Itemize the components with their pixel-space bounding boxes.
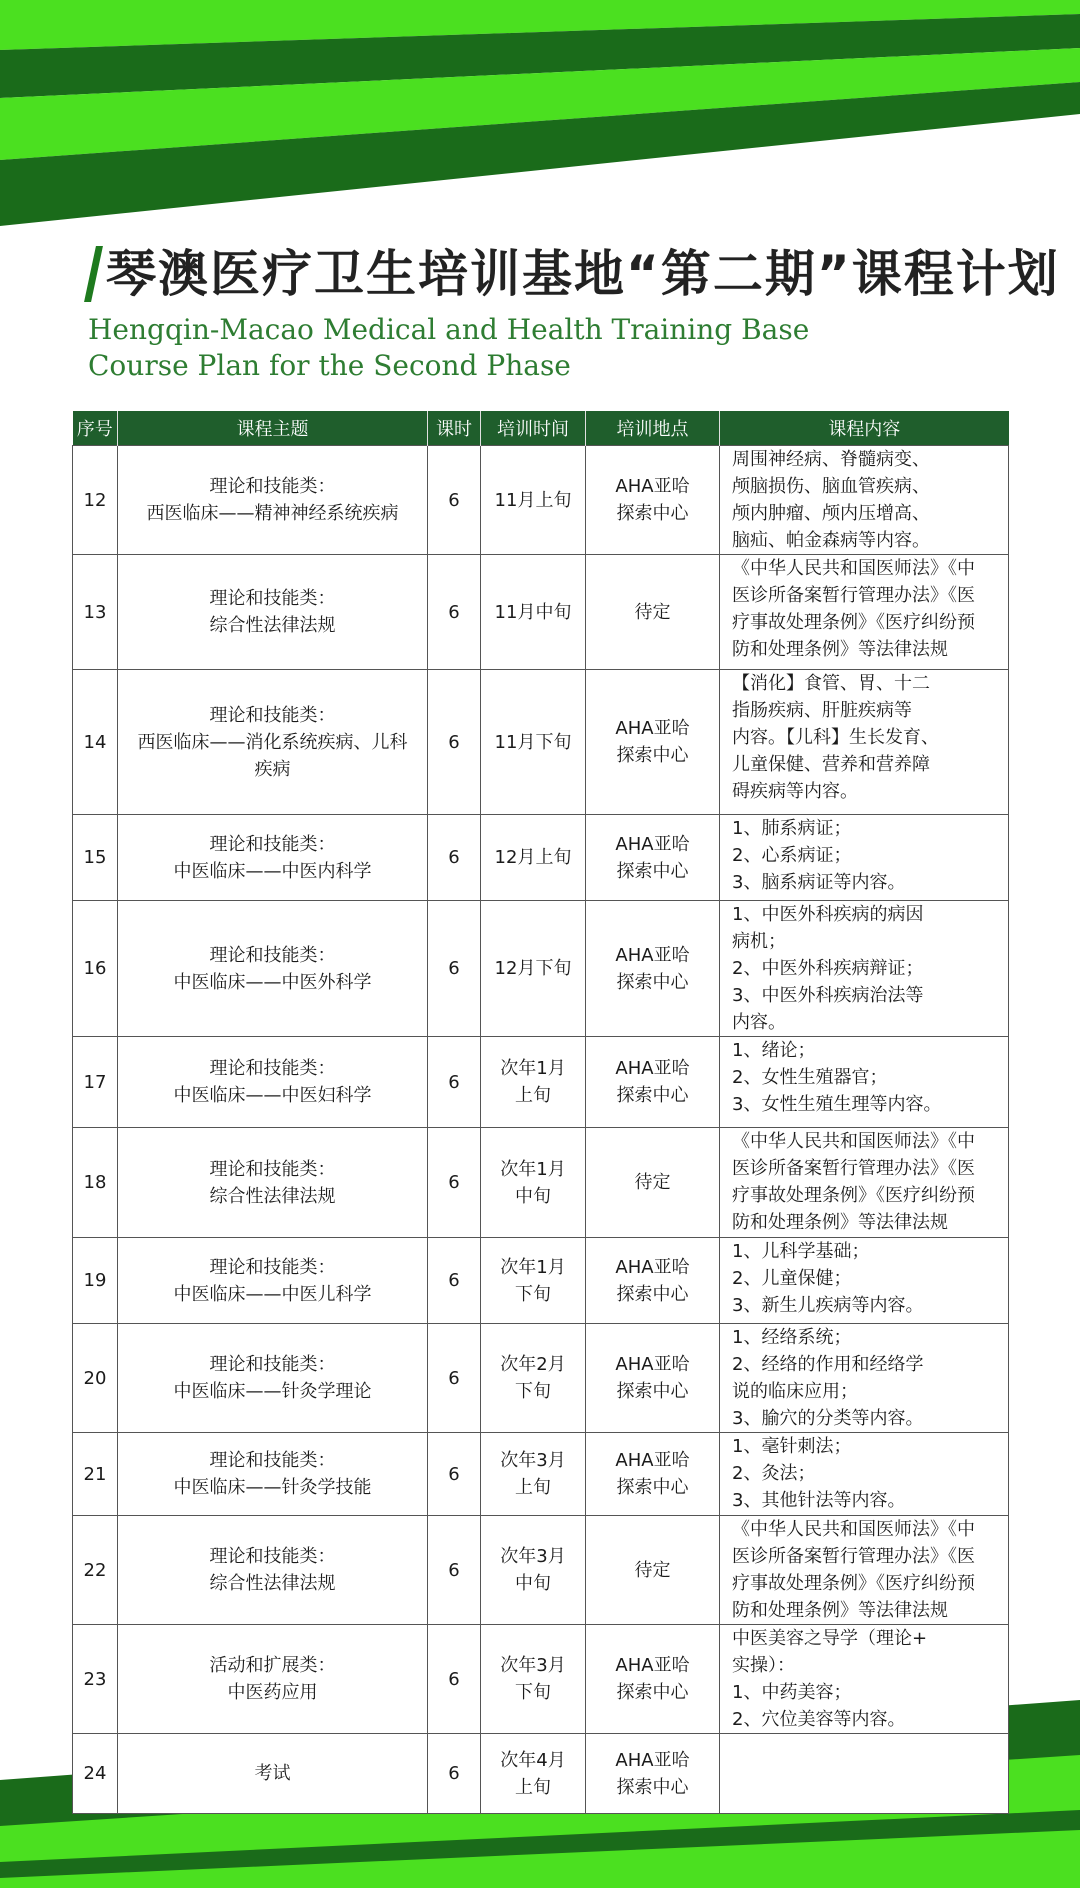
cell-time: [481, 1037, 586, 1128]
cell-topic: [118, 670, 428, 815]
content-line: 3、中医外科疾病治法等: [732, 985, 924, 1006]
table-row: [73, 901, 1009, 1037]
cell-topic: [118, 555, 428, 670]
location-line: AHA亚哈: [615, 718, 690, 739]
content-line: 中医美容之导学（理论+: [732, 1628, 928, 1649]
content-line: 2、灸法；: [732, 1463, 816, 1484]
cell-topic: [118, 446, 428, 555]
cell-location: [586, 815, 720, 901]
content-line: 疗事故处理条例》《医疗纠纷预: [732, 1573, 975, 1594]
title-english: [88, 312, 1048, 384]
topic-line: 理论和技能类：: [209, 1058, 336, 1079]
table-row: [73, 1238, 1009, 1324]
time-line: 次年3月: [500, 1655, 566, 1676]
content-line: 2、经络的作用和经络学: [732, 1354, 924, 1375]
topic-line: 中医临床——中医儿科学: [173, 1283, 372, 1305]
cell-hours: 6: [428, 1516, 481, 1625]
content-line: 3、新生儿疾病等内容。: [732, 1295, 924, 1316]
location-line: 探索中心: [616, 745, 689, 766]
cell-topic: [118, 1625, 428, 1734]
time-line: 12月下旬: [494, 958, 572, 979]
cell-time: [481, 1734, 586, 1814]
content-line: 1、绪论；: [732, 1040, 816, 1061]
cell-no: 12: [73, 446, 118, 555]
cell-content: [720, 1734, 1009, 1814]
cell-no: 23: [73, 1625, 118, 1734]
cell-content: [720, 1516, 1009, 1625]
topic-line: 理论和技能类：: [209, 1546, 336, 1567]
content-line: 《中华人民共和国医师法》《中: [732, 558, 975, 579]
cell-location: [586, 1128, 720, 1238]
header-no: 序号: [73, 411, 118, 446]
time-line: 次年4月: [500, 1749, 566, 1771]
table-row: [73, 815, 1009, 901]
content-line: 2、中医外科疾病辩证；: [732, 958, 924, 979]
location-line: AHA亚哈: [615, 833, 690, 855]
header-hours: 课时: [428, 411, 481, 446]
location-line: 探索中心: [616, 1283, 689, 1305]
cell-content: [720, 446, 1009, 555]
cell-topic: [118, 1734, 428, 1814]
table-row: [73, 1734, 1009, 1814]
time-line: 下旬: [515, 1381, 551, 1402]
cell-hours: 6: [428, 901, 481, 1037]
content-line: 医诊所备案暂行管理办法》《医: [732, 1546, 975, 1567]
cell-time: [481, 1625, 586, 1734]
location-line: AHA亚哈: [615, 1354, 690, 1375]
cell-no: 14: [73, 670, 118, 815]
cell-location: [586, 1625, 720, 1734]
cell-time: [481, 555, 586, 670]
topic-line: 中医药应用: [227, 1682, 318, 1703]
cell-no: 17: [73, 1037, 118, 1128]
content-line: 1、肺系病证；: [732, 818, 852, 839]
time-line: 次年3月: [500, 1546, 566, 1567]
cell-time: [481, 1516, 586, 1625]
cell-location: [586, 555, 720, 670]
table-row: [73, 1433, 1009, 1516]
cell-topic: [118, 1324, 428, 1433]
cell-content: [720, 815, 1009, 901]
content-line: 实操）：: [732, 1655, 795, 1676]
cell-hours: 6: [428, 815, 481, 901]
time-line: 11月中旬: [494, 601, 572, 623]
location-line: 探索中心: [616, 971, 689, 993]
location-line: AHA亚哈: [615, 1058, 690, 1079]
cell-content: [720, 1037, 1009, 1128]
title-english-line-2: Course Plan for the Second Phase: [88, 349, 571, 382]
location-line: 探索中心: [616, 1776, 689, 1798]
topic-line: 理论和技能类：: [209, 1158, 336, 1180]
topic-line: 理论和技能类：: [209, 944, 336, 966]
cell-location: [586, 1516, 720, 1625]
content-line: 颅内肿瘤、颅内压增高、: [732, 503, 930, 524]
content-line: 医诊所备案暂行管理办法》《医: [732, 585, 975, 606]
topic-line: 理论和技能类：: [209, 704, 336, 726]
content-line: 1、中药美容；: [732, 1682, 852, 1703]
cell-content: [720, 901, 1009, 1037]
cell-hours: 6: [428, 555, 481, 670]
header-content: 课程内容: [720, 411, 1009, 446]
topic-line: 综合性法律法规: [209, 615, 336, 636]
cell-content: [720, 1433, 1009, 1516]
table-header: [73, 411, 1009, 446]
location-line: AHA亚哈: [615, 1256, 690, 1278]
table-row: [73, 555, 1009, 670]
cell-no: 13: [73, 555, 118, 670]
content-line: 3、脑系病证等内容。: [732, 872, 906, 893]
cell-no: 19: [73, 1238, 118, 1324]
content-line: 【消化】食管、胃、十二: [732, 673, 930, 694]
cell-no: 21: [73, 1433, 118, 1516]
topic-line: 西医临床——消化系统疾病、儿科: [137, 731, 408, 753]
header-location: 培训地点: [586, 411, 720, 446]
content-line: 《中华人民共和国医师法》《中: [732, 1131, 975, 1152]
table-row: [73, 670, 1009, 815]
table-row: [73, 1625, 1009, 1734]
topic-line: 综合性法律法规: [209, 1185, 336, 1207]
time-line: 中旬: [515, 1573, 551, 1594]
content-line: 疗事故处理条例》《医疗纠纷预: [732, 1185, 975, 1206]
topic-line: 活动和扩展类：: [209, 1655, 336, 1676]
cell-content: [720, 1625, 1009, 1734]
content-line: 医诊所备案暂行管理办法》《医: [732, 1158, 975, 1179]
content-line: 内容。【儿科】生长发育、: [732, 727, 939, 748]
location-line: AHA亚哈: [615, 1450, 690, 1471]
content-line: 颅脑损伤、脑血管疾病、: [732, 476, 930, 497]
cell-hours: 6: [428, 1734, 481, 1814]
topic-line: 理论和技能类：: [209, 1354, 336, 1375]
table-row: [73, 446, 1009, 555]
time-line: 次年2月: [500, 1354, 566, 1375]
cell-topic: [118, 1037, 428, 1128]
cell-hours: 6: [428, 446, 481, 555]
content-line: 碍疾病等内容。: [732, 781, 858, 802]
table-body: [73, 446, 1009, 1814]
cell-location: [586, 446, 720, 555]
topic-line: 综合性法律法规: [209, 1573, 336, 1594]
content-line: 病机；: [732, 931, 786, 952]
cell-no: 15: [73, 815, 118, 901]
table-row: [73, 1516, 1009, 1625]
title-zh-text: 琴澳医疗卫生培训基地“第二期”课程计划: [106, 245, 1060, 303]
content-line: 1、儿科学基础；: [732, 1241, 870, 1262]
time-line: 次年1月: [500, 1058, 566, 1079]
content-line: 3、腧穴的分类等内容。: [732, 1408, 924, 1429]
cell-time: [481, 670, 586, 815]
cell-location: [586, 1238, 720, 1324]
time-line: 12月上旬: [494, 847, 572, 868]
location-line: 探索中心: [616, 503, 689, 524]
cell-topic: [118, 1238, 428, 1324]
content-line: 内容。: [732, 1012, 786, 1033]
cell-time: [481, 1128, 586, 1238]
content-line: 指肠疾病、肝脏疾病等: [732, 700, 912, 721]
cell-time: [481, 1238, 586, 1324]
topic-line: 理论和技能类：: [209, 1256, 336, 1278]
cell-time: [481, 1324, 586, 1433]
location-line: 待定: [634, 1559, 671, 1581]
cell-location: [586, 1324, 720, 1433]
topic-line: 考试: [254, 1763, 291, 1784]
time-line: 次年3月: [500, 1450, 566, 1471]
cell-hours: 6: [428, 1128, 481, 1238]
cell-content: [720, 555, 1009, 670]
content-line: 周围神经病、脊髓病变、: [732, 449, 930, 470]
cell-hours: 6: [428, 1433, 481, 1516]
topic-line: 中医临床——中医妇科学: [173, 1085, 372, 1106]
time-line: 11月上旬: [494, 489, 572, 511]
cell-content: [720, 1324, 1009, 1433]
cell-hours: 6: [428, 1625, 481, 1734]
location-line: AHA亚哈: [615, 1655, 690, 1676]
header-time: 培训时间: [481, 411, 586, 446]
topic-line: 理论和技能类：: [209, 1450, 336, 1471]
content-line: 1、中医外科疾病的病因: [732, 904, 924, 925]
location-line: 探索中心: [616, 1381, 689, 1402]
cell-topic: [118, 1128, 428, 1238]
location-line: AHA亚哈: [615, 1749, 690, 1771]
topic-line: 中医临床——中医外科学: [173, 971, 372, 993]
topic-line: 中医临床——针灸学理论: [173, 1381, 372, 1402]
topic-line: 理论和技能类：: [209, 588, 336, 609]
cell-hours: 6: [428, 1324, 481, 1433]
title-english-line-1: Hengqin-Macao Medical and Health Training Base: [88, 313, 810, 346]
content-line: 儿童保健、营养和营养障: [732, 754, 930, 775]
cell-no: 18: [73, 1128, 118, 1238]
content-line: 2、女性生殖器官；: [732, 1067, 888, 1088]
table-row: [73, 1037, 1009, 1128]
content-line: 3、女性生殖生理等内容。: [732, 1094, 942, 1115]
time-line: 上旬: [515, 1085, 551, 1106]
cell-no: 20: [73, 1324, 118, 1433]
cell-location: [586, 1433, 720, 1516]
location-line: AHA亚哈: [615, 476, 690, 497]
content-line: 防和处理条例》等法律法规: [732, 1212, 948, 1233]
cell-hours: 6: [428, 670, 481, 815]
course-plan-table: [72, 411, 1009, 1814]
content-line: 1、经络系统；: [732, 1327, 852, 1348]
cell-topic: [118, 815, 428, 901]
header-topic: 课程主题: [118, 411, 428, 446]
topic-line: 中医临床——中医内科学: [173, 860, 372, 882]
table-row: [73, 1128, 1009, 1238]
cell-time: [481, 901, 586, 1037]
cell-content: [720, 1128, 1009, 1238]
time-line: 下旬: [515, 1283, 551, 1305]
cell-topic: [118, 1516, 428, 1625]
content-line: 3、其他针法等内容。: [732, 1490, 906, 1511]
cell-hours: 6: [428, 1037, 481, 1128]
content-line: 2、穴位美容等内容。: [732, 1709, 906, 1730]
location-line: 探索中心: [616, 860, 689, 882]
location-line: 探索中心: [616, 1682, 689, 1703]
topic-line: 疾病: [254, 758, 291, 780]
content-line: 2、心系病证；: [732, 845, 852, 866]
cell-time: [481, 446, 586, 555]
topic-line: 理论和技能类：: [209, 476, 336, 497]
topic-line: 西医临床——精神神经系统疾病: [146, 503, 399, 524]
cell-hours: 6: [428, 1238, 481, 1324]
table-row: [73, 1324, 1009, 1433]
cell-time: [481, 1433, 586, 1516]
time-line: 上旬: [515, 1776, 551, 1798]
topic-line: 理论和技能类：: [209, 833, 336, 855]
content-line: 1、毫针刺法；: [732, 1436, 852, 1457]
location-line: AHA亚哈: [615, 944, 690, 966]
cell-location: [586, 1734, 720, 1814]
time-line: 中旬: [515, 1185, 551, 1207]
content-line: 说的临床应用；: [732, 1381, 858, 1402]
cell-topic: [118, 901, 428, 1037]
content-line: 《中华人民共和国医师法》《中: [732, 1519, 975, 1540]
cell-no: 16: [73, 901, 118, 1037]
cell-no: 22: [73, 1516, 118, 1625]
cell-location: [586, 670, 720, 815]
location-line: 探索中心: [616, 1085, 689, 1106]
cell-location: [586, 1037, 720, 1128]
cell-location: [586, 901, 720, 1037]
content-line: 2、儿童保健；: [732, 1268, 852, 1289]
content-line: 疗事故处理条例》《医疗纠纷预: [732, 612, 975, 633]
time-line: 下旬: [515, 1682, 551, 1703]
time-line: 上旬: [515, 1477, 551, 1498]
content-line: 脑疝、帕金森病等内容。: [732, 530, 930, 551]
cell-no: 24: [73, 1734, 118, 1814]
time-line: 次年1月: [500, 1256, 566, 1278]
cell-content: [720, 1238, 1009, 1324]
page-title: [88, 242, 1060, 306]
cell-topic: [118, 1433, 428, 1516]
content-line: 防和处理条例》等法律法规: [732, 639, 948, 660]
location-line: 待定: [634, 601, 671, 623]
time-line: 11月下旬: [494, 731, 572, 753]
cell-time: [481, 815, 586, 901]
title-block: [88, 242, 1060, 384]
location-line: 待定: [634, 1172, 671, 1193]
time-line: 次年1月: [500, 1158, 566, 1180]
content-line: 防和处理条例》等法律法规: [732, 1600, 948, 1621]
topic-line: 中医临床——针灸学技能: [173, 1477, 372, 1498]
location-line: 探索中心: [616, 1477, 689, 1498]
cell-content: [720, 670, 1009, 815]
